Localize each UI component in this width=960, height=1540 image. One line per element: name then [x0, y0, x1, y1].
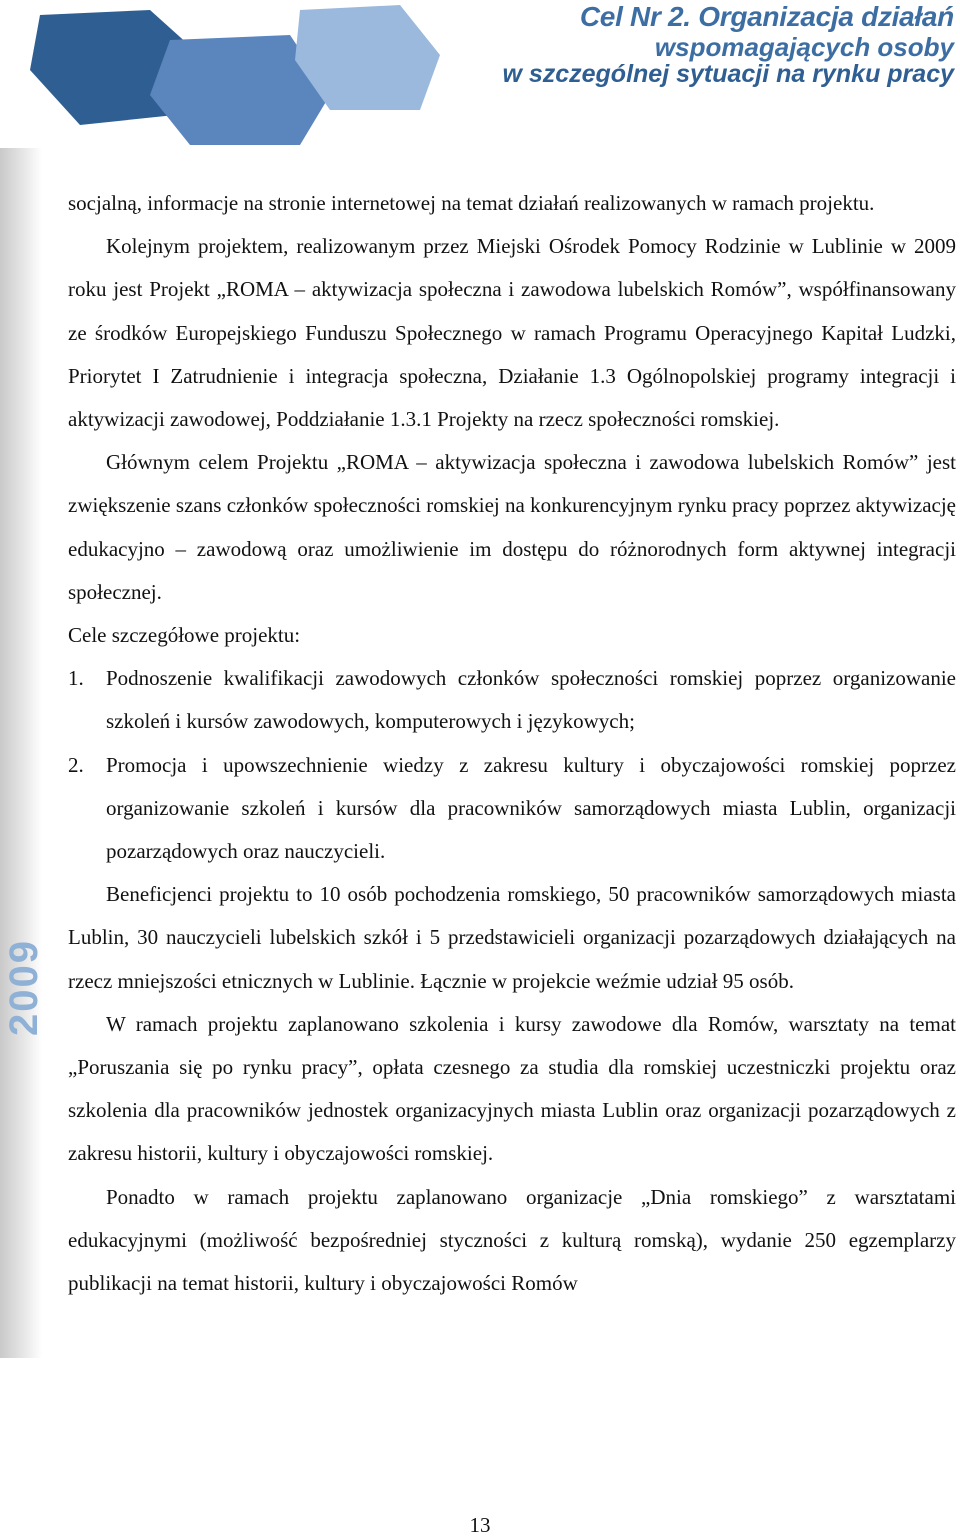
goal-text: Podnoszenie kwalifikacji zawodowych członków społeczności romskiej poprzez organizowanie szkoleń i kursów zawodowych, komputerowych i językowych;	[106, 666, 956, 734]
goals-list	[68, 657, 956, 873]
goals-heading: Cele szczegółowe projektu:	[68, 623, 301, 648]
paragraph-4: Beneficjenci projektu to 10 osób pochodzenia romskiego, 50 pracowników samorządowych miasta Lublin, 30 nauczycieli lubelskich szkół i 5 przedstawicieli organizacji pozarządowych działających na rzecz mniejszości etnicznych w Lublinie. Łącznie w projekcie weźmie udział 95 osób.	[68, 882, 956, 993]
document-body	[68, 182, 956, 1305]
paragraph-1: socjalną, informacje na stronie internetowej na temat działań realizowanych w ramach projektu.	[68, 191, 875, 215]
goal-item	[68, 657, 956, 743]
paragraph-3: Głównym celem Projektu „ROMA – aktywizacja społeczna i zawodowa lubelskich Romów” jest zwiększenie szans członków społeczności romskiej na konkurencyjnym rynku pracy poprzez aktywizację edukacyjno – zawodową oraz umożliwienie im dostępu do różnorodnych form aktywnej integracji społecznej.	[68, 450, 956, 604]
header-hexagon-graphic	[0, 0, 440, 150]
heading-line-1: Cel Nr 2. Organizacja działań	[579, 1, 954, 32]
goal-text: Promocja i upowszechnienie wiedzy z zakresu kultury i obyczajowości romskiej poprzez organizowanie szkoleń i kursów dla pracowników samorządowych miasta Lublin, organizacji pozarządowych oraz nauczycieli.	[106, 752, 956, 864]
paragraph-5: W ramach projektu zaplanowano szkolenia i kursy zawodowe dla Romów, warsztaty na temat „Poruszania się po rynku pracy”, opłata czesnego za studia dla romskiej uczestniczki projektu oraz szkolenia dla pracowników jednostek organizacyjnych miasta Lublin oraz organizacji pozarządowych z zakresu historii, kultury i obyczajowości romskiej.	[68, 1011, 956, 1166]
paragraph-6: Ponadto w ramach projektu zaplanowano organizacje „Dnia romskiego” z warsztatami edukacyjnymi (możliwość bezpośredniej styczności z kulturą romską), wydanie 250 egzemplarzy publikacji na temat historii, kultury i obyczajowości Romów	[68, 1184, 956, 1296]
paragraph-2: Kolejnym projektem, realizowanym przez Miejski Ośrodek Pomocy Rodzinie w Lublinie w 2009 roku jest Projekt „ROMA – aktywizacja społeczna i zawodowa lubelskich Romów”, współfinansowany ze środków Europejskiego Funduszu Społecznego w ramach Programu Operacyjnego Kapitał Ludzki, Priorytet I Zatrudnienie i integracja społeczna, Działanie 1.3 Ogólnopolskiej programy integracji i aktywizacji zawodowej, Poddziałanie 1.3.1 Projekty na rzecz społeczności romskiej.	[68, 234, 956, 432]
year-label: 2009	[2, 939, 46, 1036]
heading-line-2: wspomagających osoby	[654, 31, 954, 62]
side-decoration-bar	[0, 148, 42, 1358]
goal-item	[68, 744, 956, 874]
heading-line-3: w szczególnej sytuacji na rynku pracy	[502, 60, 954, 89]
goal-number: 1.	[68, 666, 84, 691]
goal-number: 2.	[68, 752, 84, 777]
page-number: 13	[469, 1513, 491, 1537]
page-heading	[502, 2, 954, 89]
